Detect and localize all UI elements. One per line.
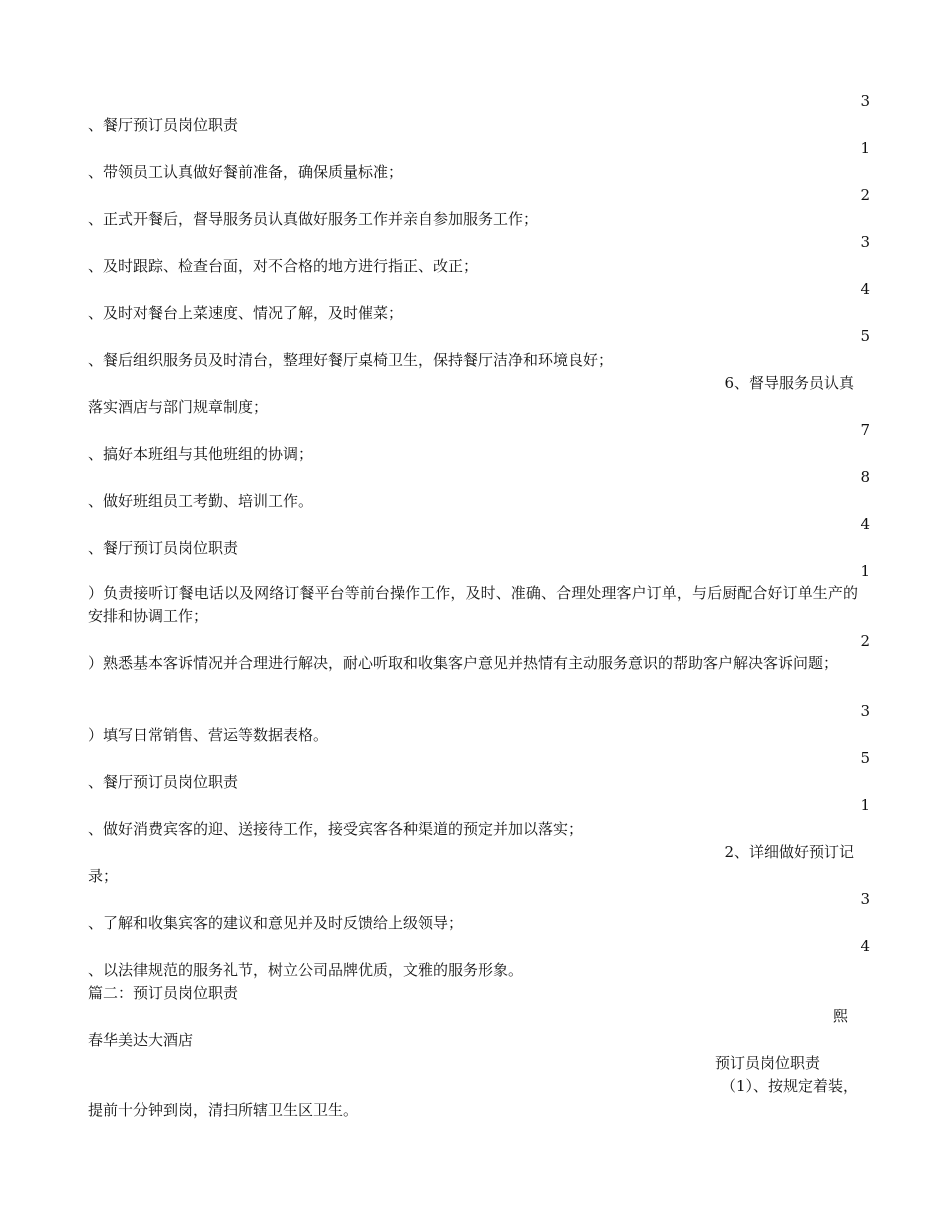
item-number: 1 [860,139,870,157]
item-text: 落实酒店与部门规章制度； [88,398,269,416]
item-text: 、餐后组织服务员及时清台，整理好餐厅桌椅卫生，保持餐厅洁净和环境良好； [88,351,614,369]
item-text-right: 2、详细做好预订记 [724,843,854,861]
item-paragraph: ）熟悉基本客诉情况并合理进行解决，耐心听取和收集客户意见并热情有主动服务意识的帮助客户解决客诉问题； [88,654,839,672]
item-number: 3 [860,233,870,251]
item-number: 1 [860,562,870,580]
item-text: 、正式开餐后，督导服务员认真做好服务工作并亲自参加服务工作； [88,210,539,228]
item-text-right: （1）、按规定着装， [720,1077,858,1095]
item-number: 2 [860,186,870,204]
item-number: 4 [860,937,870,955]
item-text: 、及时对餐台上菜速度、情况了解，及时催菜； [88,304,404,322]
item-number: 8 [860,468,870,486]
stray-character: 熙 [832,1007,848,1025]
item-number: 5 [860,327,870,345]
item-number: 7 [860,421,870,439]
section-heading: 、餐厅预订员岗位职责 [88,539,239,557]
item-text: 、搞好本班组与其他班组的协调； [88,445,314,463]
section-number: 3 [860,92,870,110]
item-text: 、做好消费宾客的迎、送接待工作，接受宾客各种渠道的预定并加以落实； [88,820,584,838]
hotel-name: 春华美达大酒店 [88,1031,194,1049]
subsection-title: 预订员岗位职责 [715,1054,821,1072]
part-heading: 篇二：预订员岗位职责 [88,984,239,1002]
item-text-right: 6、督导服务员认真 [724,374,854,392]
item-number: 2 [860,632,870,650]
section-number: 4 [860,515,870,533]
item-text: 、了解和收集宾客的建议和意见并及时反馈给上级领导； [88,914,464,932]
item-text: 、带领员工认真做好餐前准备，确保质量标准； [88,163,404,181]
section-number: 5 [860,749,870,767]
item-number: 1 [860,796,870,814]
item-text: 录； [88,867,119,885]
item-number: 3 [860,890,870,908]
section-heading: 、餐厅预订员岗位职责 [88,116,239,134]
item-number: 3 [860,702,870,720]
item-text: 、及时跟踪、检查台面，对不合格的地方进行指正、改正； [88,257,479,275]
item-number: 4 [860,280,870,298]
item-text: 、以法律规范的服务礼节，树立公司品牌优质，文雅的服务形象。 [88,961,524,979]
item-text: 、做好班组员工考勤、培训工作。 [88,492,314,510]
section-heading: 、餐厅预订员岗位职责 [88,773,239,791]
item-paragraph: ）负责接听订餐电话以及网络订餐平台等前台操作工作，及时、准确、合理处理客户订单，与后厨配合好订单生产的安排和协调工作； [88,584,858,625]
item-text: ）填写日常销售、营运等数据表格。 [88,726,329,744]
item-text: 提前十分钟到岗，清扫所辖卫生区卫生。 [88,1101,359,1119]
